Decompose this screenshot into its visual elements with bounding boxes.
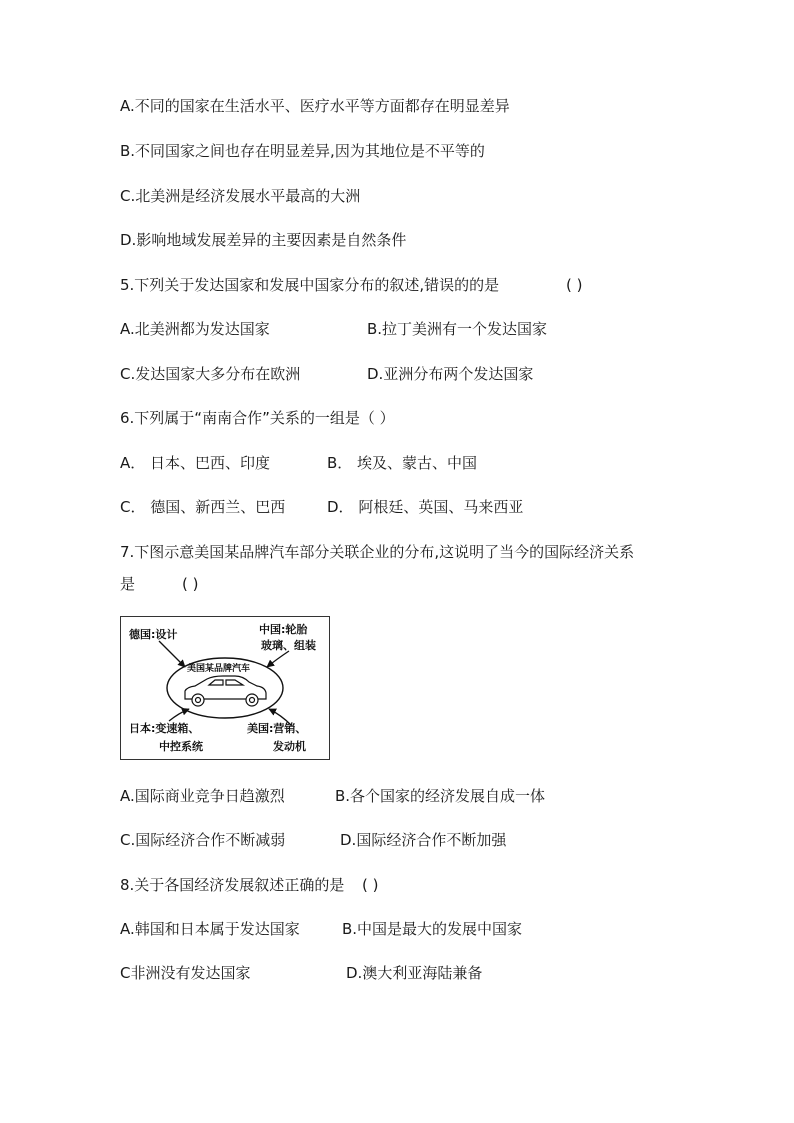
q8-stem: 8.关于各国经济发展叙述正确的是 bbox=[120, 876, 345, 894]
figure-label-japan-line1: 日本:变速箱、 bbox=[129, 722, 200, 735]
q5-option-d: D.亚洲分布两个发达国家 bbox=[367, 365, 534, 383]
q6-option-c: C． 德国、新西兰、巴西 bbox=[120, 498, 286, 516]
q7-option-a: A.国际商业竞争日趋激烈 bbox=[120, 787, 285, 805]
q8-option-d: D.澳大利亚海陆兼备 bbox=[346, 964, 483, 982]
q7-stem-line1: 7.下图示意美国某品牌汽车部分关联企业的分布,这说明了当今的国际经济关系 bbox=[120, 543, 635, 561]
arrow-japan bbox=[169, 709, 189, 721]
q5-option-c: C.发达国家大多分布在欧洲 bbox=[120, 365, 301, 383]
q5-answer-bracket: ( ) bbox=[566, 276, 583, 294]
q5-stem: 5.下列关于发达国家和发展中国家分布的叙述,错误的的是 bbox=[120, 276, 500, 294]
q7-option-b: B.各个国家的经济发展自成一体 bbox=[335, 787, 546, 805]
q6-option-b: B． 埃及、蒙古、中国 bbox=[327, 454, 478, 472]
q4-option-d: D.影响地域发展差异的主要因素是自然条件 bbox=[120, 231, 407, 249]
q7-answer-bracket: ( ) bbox=[182, 575, 199, 593]
figure-label-usa-line2: 发动机 bbox=[273, 740, 306, 753]
q5-option-a: A.北美洲都为发达国家 bbox=[120, 320, 270, 338]
figure-label-center: 美国某品牌汽车 bbox=[187, 664, 251, 674]
figure-label-china-line1: 中国:轮胎 bbox=[259, 623, 308, 636]
q5-option-b: B.拉丁美洲有一个发达国家 bbox=[367, 320, 548, 338]
q6-stem: 6.下列属于“南南合作”关系的一组是（ ） bbox=[120, 409, 395, 427]
q6-option-a: A． 日本、巴西、印度 bbox=[120, 454, 271, 472]
q8-option-a: A.韩国和日本属于发达国家 bbox=[120, 920, 300, 938]
figure-label-japan-line2: 中控系统 bbox=[159, 740, 203, 753]
q7-stem-line2: 是 bbox=[120, 575, 136, 593]
figure-label-germany: 德国:设计 bbox=[129, 628, 178, 641]
figure-label-usa-line1: 美国:营销、 bbox=[247, 722, 307, 735]
arrow-china bbox=[267, 651, 289, 667]
q8-answer-bracket: ( ) bbox=[362, 876, 379, 894]
figure-label-china-line2: 玻璃、组装 bbox=[261, 639, 316, 652]
q7-option-d: D.国际经济合作不断加强 bbox=[340, 831, 507, 849]
q7-option-c: C.国际经济合作不断减弱 bbox=[120, 831, 286, 849]
arrow-germany bbox=[159, 641, 185, 667]
q6-option-d: D． 阿根廷、英国、马来西亚 bbox=[327, 498, 524, 516]
car-icon bbox=[185, 676, 266, 706]
q4-option-c: C.北美洲是经济发展水平最高的大洲 bbox=[120, 187, 361, 205]
q4-option-b: B.不同国家之间也存在明显差异,因为其地位是不平等的 bbox=[120, 142, 485, 160]
q8-option-c: C非洲没有发达国家 bbox=[120, 964, 251, 982]
q7-figure bbox=[120, 616, 330, 760]
q8-option-b: B.中国是最大的发展中国家 bbox=[342, 920, 523, 938]
q4-option-a: A.不同的国家在生活水平、医疗水平等方面都存在明显差异 bbox=[120, 97, 510, 115]
